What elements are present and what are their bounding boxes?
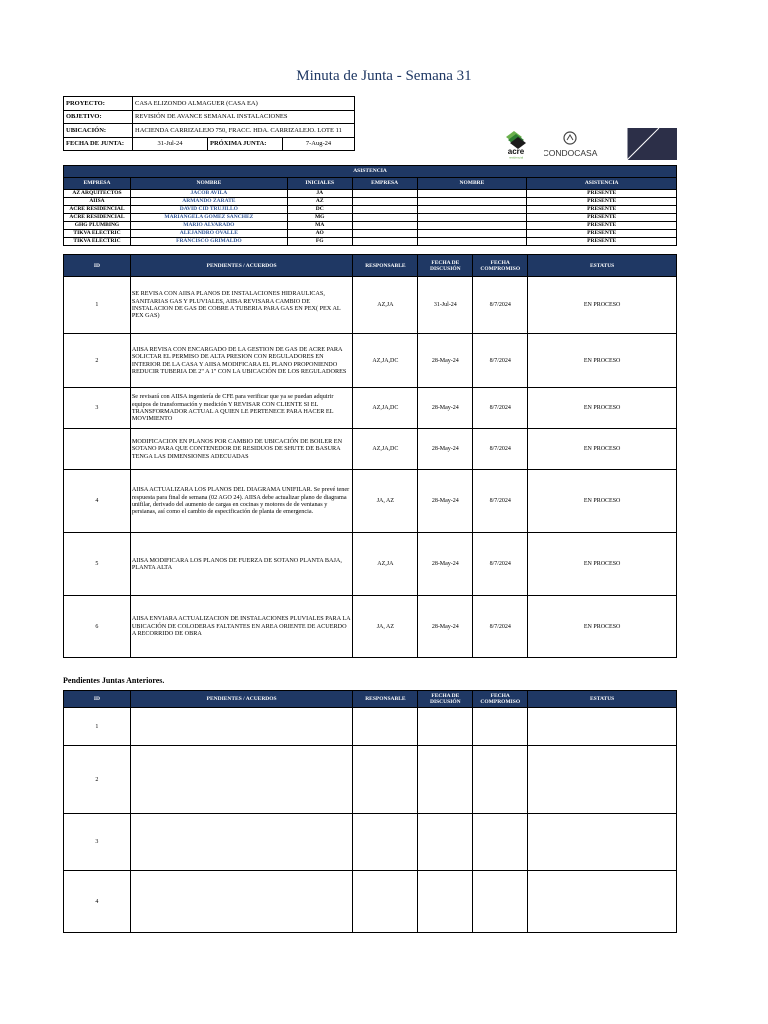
attendance-nombre-2 <box>417 190 527 198</box>
agreement-row <box>64 388 677 429</box>
condocasa-logo <box>544 129 600 161</box>
agreement-row <box>64 429 677 470</box>
attendance-header-empresa-2: EMPRESA <box>352 178 417 190</box>
proxima-junta-value: 7-Aug-24 <box>283 137 355 151</box>
previous-pending-cell <box>473 708 528 746</box>
previous-pending-cell <box>473 814 528 871</box>
attendance-empresa: TIKVA ELECTRIC <box>64 238 131 246</box>
agreements-table <box>63 254 677 658</box>
agreement-estatus: EN PROCESO <box>528 470 677 533</box>
attendance-empresa-2 <box>352 190 417 198</box>
attendance-row <box>64 222 677 230</box>
previous-pending-cell <box>353 814 418 871</box>
company-logo <box>613 128 677 160</box>
attendance-empresa-2 <box>352 230 417 238</box>
page-title: Minuta de Junta - Semana 31 <box>296 68 472 84</box>
attendance-title: ASISTENCIA <box>64 166 677 178</box>
attendance-empresa: ACRE RESIDENCIAL <box>64 206 131 214</box>
agreement-responsable: AZ,JA <box>353 533 418 596</box>
previous-pending-id: 3 <box>64 814 131 871</box>
agreement-fecha-discusion: 28-May-24 <box>418 470 473 533</box>
previous-pending-cell <box>418 746 473 814</box>
attendance-nombre: FRANCISCO GRIMALDO <box>130 238 287 246</box>
previous-pending-row <box>64 746 677 814</box>
attendance-nombre: DAVID CID TRUJILLO <box>130 206 287 214</box>
previous-pending-row <box>64 871 677 933</box>
attendance-iniciales: DC <box>287 206 352 214</box>
previous-pending-id: 2 <box>64 746 131 814</box>
agreement-fecha-compromiso: 8/7/2024 <box>473 533 528 596</box>
agreement-fecha-discusion: 28-May-24 <box>418 596 473 658</box>
proyecto-value: CASA ELIZONDO ALMAGUER (CASA EA) <box>133 97 355 111</box>
agreement-fecha-compromiso: 8/7/2024 <box>473 277 528 334</box>
prev-header-pendientes: PENDIENTES / ACUERDOS <box>130 691 353 708</box>
previous-pending-cell <box>130 871 353 933</box>
previous-pending-rows <box>64 708 677 933</box>
attendance-empresa: GHG PLUMBING <box>64 222 131 230</box>
condocasa-logo-mark <box>544 129 600 161</box>
attendance-header-iniciales: INICIALES <box>287 178 352 190</box>
agreement-fecha-compromiso: 8/7/2024 <box>473 596 528 658</box>
agreement-estatus: EN PROCESO <box>528 533 677 596</box>
agreement-fecha-discusion: 28-May-24 <box>418 429 473 470</box>
previous-pending-cell <box>353 871 418 933</box>
header-id: ID <box>64 255 131 277</box>
attendance-header-empresa: EMPRESA <box>64 178 131 190</box>
attendance-rows <box>64 190 677 246</box>
agreement-id: 1 <box>64 277 131 334</box>
attendance-nombre-2 <box>417 230 527 238</box>
previous-pending-cell <box>528 814 677 871</box>
attendance-nombre: ARMANDO ZARATE <box>130 198 287 206</box>
agreement-description: MODIFICACION EN PLANOS POR CAMBIO DE UBICACIÓN DE BOILER EN SOTANO PARA QUE CONTENEDOR DE RESIDUOS DE SHUTE DE BASURA TENGA LAS DIMENSIONES ADECUADAS <box>130 429 353 470</box>
attendance-empresa-2 <box>352 238 417 246</box>
condocasa-logo-text: CONDOCASA <box>544 148 598 158</box>
attendance-empresa-2 <box>352 206 417 214</box>
proyecto-label: PROYECTO: <box>64 97 133 111</box>
agreement-fecha-discusion: 28-May-24 <box>418 334 473 388</box>
ubicacion-label: UBICACIÓN: <box>64 124 133 138</box>
previous-pending-cell <box>528 746 677 814</box>
attendance-asistencia: PRESENTE <box>527 190 677 198</box>
agreement-id: 3 <box>64 388 131 429</box>
attendance-iniciales: AO <box>287 230 352 238</box>
agreement-estatus: EN PROCESO <box>528 277 677 334</box>
header-fecha-discusion: FECHA DE DISCUSIÓN <box>418 255 473 277</box>
attendance-nombre: JACOB AVILA <box>130 190 287 198</box>
agreement-estatus: EN PROCESO <box>528 429 677 470</box>
attendance-asistencia: PRESENTE <box>527 206 677 214</box>
fecha-junta-value: 31-Jul-24 <box>133 137 208 151</box>
previous-pending-cell <box>130 708 353 746</box>
attendance-row <box>64 230 677 238</box>
acre-logo-text: acre <box>507 147 525 156</box>
attendance-header-asistencia: ASISTENCIA <box>527 178 677 190</box>
agreement-id: 5 <box>64 533 131 596</box>
agreement-fecha-compromiso: 8/7/2024 <box>473 388 528 429</box>
attendance-header-nombre-2: NOMBRE <box>417 178 527 190</box>
ubicacion-value: HACIENDA CARRIZALEJO 750, FRACC. HDA. CARRIZALEJO. LOTE 11 <box>133 124 355 138</box>
previous-pending-cell <box>130 746 353 814</box>
acre-logo-mark <box>498 129 534 159</box>
agreement-row <box>64 470 677 533</box>
attendance-empresa: TIKVA ELECTRIC <box>64 230 131 238</box>
agreement-responsable: AZ,JA <box>353 277 418 334</box>
previous-pending-cell <box>353 746 418 814</box>
header-fecha-compromiso: FECHA COMPROMISO <box>473 255 528 277</box>
agreement-description: AIISA MODIFICARA LOS PLANOS DE FUERZA DE SOTANO PLANTA BAJA, PLANTA ALTA <box>130 533 353 596</box>
agreement-fecha-compromiso: 8/7/2024 <box>473 429 528 470</box>
attendance-empresa-2 <box>352 222 417 230</box>
acre-logo-subtext: residencial <box>508 155 524 159</box>
attendance-empresa-2 <box>352 198 417 206</box>
agreement-estatus: EN PROCESO <box>528 334 677 388</box>
agreement-estatus: EN PROCESO <box>528 596 677 658</box>
objetivo-value: REVISIÓN DE AVANCE SEMANAL INSTALACIONES <box>133 110 355 124</box>
agreement-fecha-discusion: 31-Jul-24 <box>418 277 473 334</box>
attendance-row <box>64 198 677 206</box>
company-logo-mark <box>613 128 677 160</box>
attendance-nombre: MARIO ALVARADO <box>130 222 287 230</box>
attendance-iniciales: JA <box>287 190 352 198</box>
agreement-row <box>64 277 677 334</box>
agreement-row <box>64 334 677 388</box>
previous-pending-table <box>63 690 677 933</box>
attendance-asistencia: PRESENTE <box>527 214 677 222</box>
previous-pending-cell <box>528 708 677 746</box>
agreement-description: AIISA ACTUALIZARA LOS PLANOS DEL DIAGRAMA UNIFILAR. Se prevé tener respuesta para final de semana (02 AGO 24). AIISA debe actualizar plano de diagrama unifilar, derivado del aumento de cargas en cocinas y motores de de ventanas y persianas, así como el cambio de especificación de planta de emergencia. <box>130 470 353 533</box>
agreement-row <box>64 533 677 596</box>
agreement-description: AIISA ENVIARA ACTUALIZACION DE INSTALACIONES PLUVIALES PARA LA UBICACIÓN DE COLODERAS FALTANTES EN AREA ORIENTE DE ACUERDO A RECORRIDO DE OBRA <box>130 596 353 658</box>
agreement-description: Se revisará con AIISA ingeniería de CFE para verificar que ya se puedan adquirir equipos de transformación y medición Y REVISAR CON CLIENTE SI EL TRANSFORMADOR ACTUAL A QUIEN LE PERTENECE PARA HACER EL MOVIMIENTO <box>130 388 353 429</box>
objetivo-label: OBJETIVO: <box>64 110 133 124</box>
agreement-fecha-discusion: 28-May-24 <box>418 388 473 429</box>
header-responsable: RESPONSABLE <box>353 255 418 277</box>
project-info-table <box>63 96 355 151</box>
previous-pending-cell <box>528 871 677 933</box>
attendance-empresa: AIISA <box>64 198 131 206</box>
attendance-nombre: MARIANGELA GOMEZ SANCHEZ <box>130 214 287 222</box>
agreement-fecha-compromiso: 8/7/2024 <box>473 334 528 388</box>
attendance-asistencia: PRESENTE <box>527 222 677 230</box>
attendance-asistencia: PRESENTE <box>527 198 677 206</box>
fecha-junta-label: FECHA DE JUNTA: <box>64 137 133 151</box>
acre-logo <box>498 129 534 159</box>
attendance-empresa: ACRE RESIDENCIAL <box>64 214 131 222</box>
attendance-table <box>63 165 677 246</box>
prev-header-fecha-compromiso: FECHA COMPROMISO <box>473 691 528 708</box>
attendance-empresa: AZ ARQUITECTOS <box>64 190 131 198</box>
attendance-iniciales: MA <box>287 222 352 230</box>
agreement-id <box>64 429 131 470</box>
attendance-asistencia: PRESENTE <box>527 230 677 238</box>
previous-pending-cell <box>473 871 528 933</box>
prev-header-id: ID <box>64 691 131 708</box>
previous-pending-cell <box>353 708 418 746</box>
attendance-row <box>64 214 677 222</box>
previous-pending-cell <box>418 871 473 933</box>
agreement-row <box>64 596 677 658</box>
agreement-id: 2 <box>64 334 131 388</box>
agreement-fecha-compromiso: 8/7/2024 <box>473 470 528 533</box>
prev-header-responsable: RESPONSABLE <box>353 691 418 708</box>
attendance-nombre-2 <box>417 222 527 230</box>
agreement-fecha-discusion: 28-May-24 <box>418 533 473 596</box>
attendance-nombre-2 <box>417 238 527 246</box>
prev-header-estatus: ESTATUS <box>528 691 677 708</box>
agreement-responsable: AZ,JA,DC <box>353 429 418 470</box>
attendance-nombre-2 <box>417 214 527 222</box>
agreement-responsable: AZ,JA,DC <box>353 334 418 388</box>
attendance-iniciales: MG <box>287 214 352 222</box>
previous-pending-row <box>64 708 677 746</box>
agreement-description: AIISA REVISA CON ENCARGADO DE LA GESTION DE GAS DE ACRE PARA SOLICTAR EL PERMISO DE ALTA PRESION CON REGULADORES EN INTERIOR DE LA CASA Y AIISA MODIFICARA EL PLANO PROPONIENDO REDUCIR TUBERIA DE 2" A 1" CON LA UBICACIÓN DE LOS REGULADORES <box>130 334 353 388</box>
previous-pending-cell <box>473 746 528 814</box>
agreement-responsable: JA, AZ <box>353 470 418 533</box>
agreement-id: 6 <box>64 596 131 658</box>
attendance-empresa-2 <box>352 214 417 222</box>
previous-pending-cell <box>418 708 473 746</box>
attendance-nombre: ALEJANDRO OVALLE <box>130 230 287 238</box>
attendance-row <box>64 238 677 246</box>
attendance-nombre-2 <box>417 198 527 206</box>
attendance-row <box>64 206 677 214</box>
agreement-description: SE REVISA CON AIISA PLANOS DE INSTALACIONES HIDRAULICAS, SANITARIAS GAS Y PLUVIALES, AIISA REVISARA CAMBIO DE INSTALACION DE GAS DE COBRE A TUBERIA PARA GAS EN PEX( PEX AL PEX GAS) <box>130 277 353 334</box>
agreement-estatus: EN PROCESO <box>528 388 677 429</box>
attendance-row <box>64 190 677 198</box>
prev-header-fecha-discusion: FECHA DE DISCUSIÓN <box>418 691 473 708</box>
proxima-junta-label: PRÓXIMA JUNTA: <box>208 137 283 151</box>
previous-pending-title: Pendientes Juntas Anteriores. <box>63 676 165 685</box>
previous-pending-cell <box>418 814 473 871</box>
attendance-iniciales: AZ <box>287 198 352 206</box>
attendance-header-nombre: NOMBRE <box>130 178 287 190</box>
header-pendientes: PENDIENTES / ACUERDOS <box>130 255 353 277</box>
previous-pending-cell <box>130 814 353 871</box>
attendance-nombre-2 <box>417 206 527 214</box>
previous-pending-id: 4 <box>64 871 131 933</box>
agreement-id: 4 <box>64 470 131 533</box>
attendance-iniciales: FG <box>287 238 352 246</box>
header-estatus: ESTATUS <box>528 255 677 277</box>
agreement-responsable: AZ,JA,DC <box>353 388 418 429</box>
previous-pending-id: 1 <box>64 708 131 746</box>
previous-pending-row <box>64 814 677 871</box>
attendance-asistencia: PRESENTE <box>527 238 677 246</box>
agreements-rows <box>64 277 677 658</box>
agreement-responsable: JA, AZ <box>353 596 418 658</box>
